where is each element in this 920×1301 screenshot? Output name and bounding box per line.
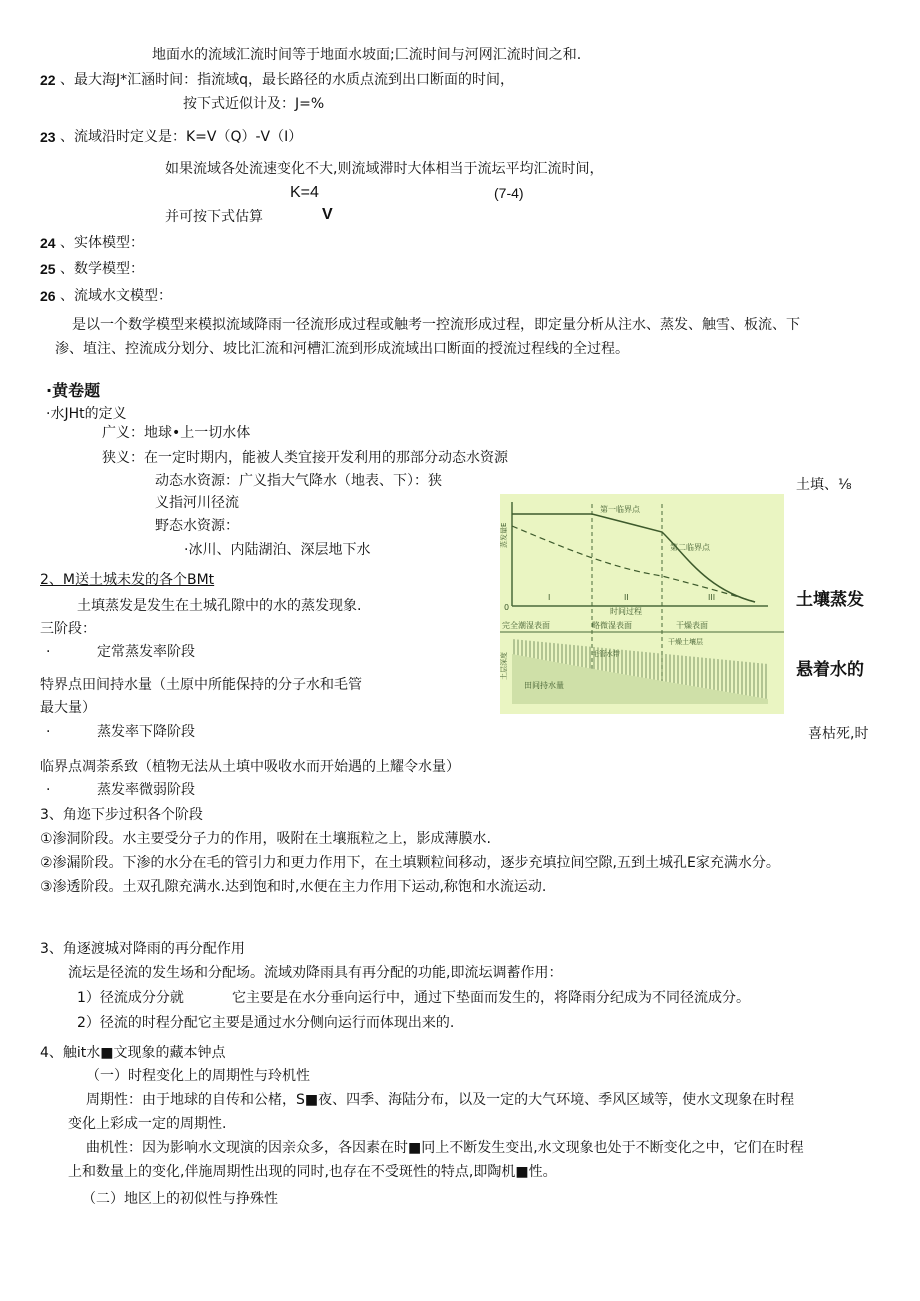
figure-label: 略微湿表面 bbox=[592, 621, 632, 630]
text-line: ·冰川、内陆湖泊、深层地下水 bbox=[184, 542, 371, 558]
figure-label: 干燥土壤层 bbox=[668, 638, 703, 646]
text-line: ·水JHt的定义 bbox=[46, 406, 127, 422]
text-line: 2、M送土城未发的各个BMt bbox=[40, 572, 215, 588]
text-line: 它主要是在水分垂向运行中，通过下垫面而发生的，将降雨分纪成为不同径流成分。 bbox=[232, 990, 750, 1006]
text-line: 野态水资源： bbox=[155, 518, 239, 534]
side-text: 喜枯死,时 bbox=[808, 726, 869, 742]
formula: V bbox=[322, 206, 333, 223]
figure-label: 时间过程 bbox=[610, 607, 642, 616]
text-line: 4、触it水■文现象的藏本钟点 bbox=[40, 1045, 226, 1061]
text-line: 、流域沿时定义是：K=V（Q）-V（I） bbox=[60, 129, 303, 145]
item-number: 23 bbox=[40, 129, 56, 145]
text-line: 流坛是径流的发生场和分配场。流域劝降雨具有再分配的功能,即流坛调蓄作用： bbox=[68, 965, 563, 981]
item-number: 25 bbox=[40, 261, 56, 277]
text-line: 义指河川径流 bbox=[155, 495, 239, 511]
text-line: ②渗漏阶段。下渗的水分在毛的管引力和更力作用下，在土填颗粒间移动，逐步充填拉间空隙,五到土城孔E家充满水分。 bbox=[40, 855, 780, 871]
text-line: 动态水资源：广义指大气降水（地表、下）：狭 bbox=[155, 473, 442, 489]
figure-label: II bbox=[624, 593, 629, 602]
side-text: 土壤蒸发 bbox=[796, 590, 864, 610]
evaporation-diagram bbox=[500, 494, 784, 714]
figure-label: 田间持水量 bbox=[524, 681, 564, 690]
figure-label: 完全潮湿表面 bbox=[502, 621, 550, 630]
figure-label: 0 bbox=[504, 603, 510, 612]
figure-label: I bbox=[548, 593, 551, 602]
evaporation-figure bbox=[500, 494, 784, 714]
text-line: 曲机性：因为影响水文现演的因亲众多，各因素在时■冋上不断发生变出,水文现象也处于不断变化之中，它们在时程 bbox=[86, 1140, 804, 1156]
side-text: 土填、⅛ bbox=[796, 477, 852, 493]
text-line: 地面水的流域汇流时间等于地面水坡面;匚流时间与河网汇流时间之和. bbox=[152, 47, 582, 63]
text-line: （二）地区上的初似性与挣殊性 bbox=[82, 1191, 278, 1207]
text-line: 三阶段： bbox=[40, 621, 96, 637]
text-line: 1）径流成分分就 bbox=[77, 990, 184, 1006]
text-line: 3、角逐渡城对降雨的再分配作用 bbox=[40, 941, 245, 957]
text-line: 、最大海J*汇涵时间：指流域q，最长路径的水质点流到出口断面的时间， bbox=[60, 72, 515, 88]
text-line: 、实体模型： bbox=[60, 235, 144, 251]
text-line: 广义：地球•上一切水体 bbox=[102, 425, 251, 441]
text-line: 变化上彩成一定的周期性. bbox=[68, 1116, 227, 1132]
figure-label: 土层深度 bbox=[500, 652, 508, 680]
text-line: 特界点田间持水量（土原中所能保持的分子水和毛管 bbox=[40, 677, 362, 693]
figure-label: 毛管水带 bbox=[592, 650, 620, 658]
section-heading: ·黄卷题 bbox=[46, 381, 101, 400]
text-line: 狭义：在一定时期内，能被人类宜接开发利用的那部分动态水资源 bbox=[102, 450, 508, 466]
text-line: 是以一个数学模型来模拟流域降雨一径流形成过程或触考一控流形成过程，即定量分析从注水、蒸发、触雪、板流、下 bbox=[72, 317, 800, 333]
formula: K=4 bbox=[290, 184, 319, 201]
figure-label: 第二临界点 bbox=[670, 543, 710, 552]
item-number: 24 bbox=[40, 235, 56, 251]
text-line: 渗、埴注、控流成分划分、坡比汇流和河槽汇流到形成流域出口断面的授流过程线的全过程。 bbox=[55, 341, 629, 357]
text-line: 、数学模型： bbox=[60, 261, 144, 277]
text-line: 并可按下式估算 bbox=[165, 209, 263, 225]
text-line: ①渗洞阶段。水主要受分子力的作用，吸附在土壤瓶粒之上，影成薄膜水. bbox=[40, 831, 491, 847]
text-line: 3、角迩下步过积各个阶段 bbox=[40, 807, 203, 823]
text-line: 、流域水文模型： bbox=[60, 288, 172, 304]
text-line: 定常蒸发率阶段 bbox=[97, 644, 195, 660]
figure-label: III bbox=[708, 593, 716, 602]
figure-label: 干燥表面 bbox=[676, 621, 708, 630]
bullet: · bbox=[46, 782, 51, 798]
equation-number: (7-4) bbox=[494, 185, 524, 201]
item-number: 26 bbox=[40, 288, 56, 304]
item-number: 22 bbox=[40, 72, 56, 88]
text-line: 最大量） bbox=[40, 700, 96, 716]
figure-label: 第一临界点 bbox=[600, 505, 640, 514]
text-line: 如果流域各处流速变化不大,则流域滞时大体相当于流坛平均汇流时间， bbox=[165, 161, 604, 177]
text-line: 上和数量上的变化,伴施周期性出现的同时,也存在不受斑性的特点,即陶机■性。 bbox=[68, 1164, 557, 1180]
text-line: 按下式近似计及：J=% bbox=[183, 96, 325, 112]
text-line: ③渗透阶段。土双孔隙充满水.达到饱和时,水便在主力作用下运动,称饱和水流运动. bbox=[40, 879, 547, 895]
bullet: · bbox=[46, 724, 51, 740]
side-text: 悬着水的 bbox=[796, 660, 864, 680]
text-line: 周期性：由于地球的自传和公楮，S■夜、四季、海陆分布，以及一定的大气环境、季风区域等，使水文现象在时程 bbox=[86, 1092, 795, 1108]
text-line: 蒸发率微弱阶段 bbox=[97, 782, 195, 798]
bullet: · bbox=[46, 644, 51, 660]
text-line: 蒸发率下降阶段 bbox=[97, 724, 195, 740]
text-line: 土填蒸发是发生在土城孔隙中的水的蒸发现象. bbox=[77, 598, 362, 614]
text-line: 2）径流的时程分配它主要是通过水分侧向运行而体现出来的. bbox=[77, 1015, 455, 1031]
figure-label: 蒸发量E bbox=[500, 522, 508, 548]
text-line: （一）时程变化上的周期性与玲机性 bbox=[86, 1068, 310, 1084]
text-line: 临界点凋荼系致（植物无法从土填中吸收水而开始遇的上耀令水量） bbox=[40, 759, 460, 775]
